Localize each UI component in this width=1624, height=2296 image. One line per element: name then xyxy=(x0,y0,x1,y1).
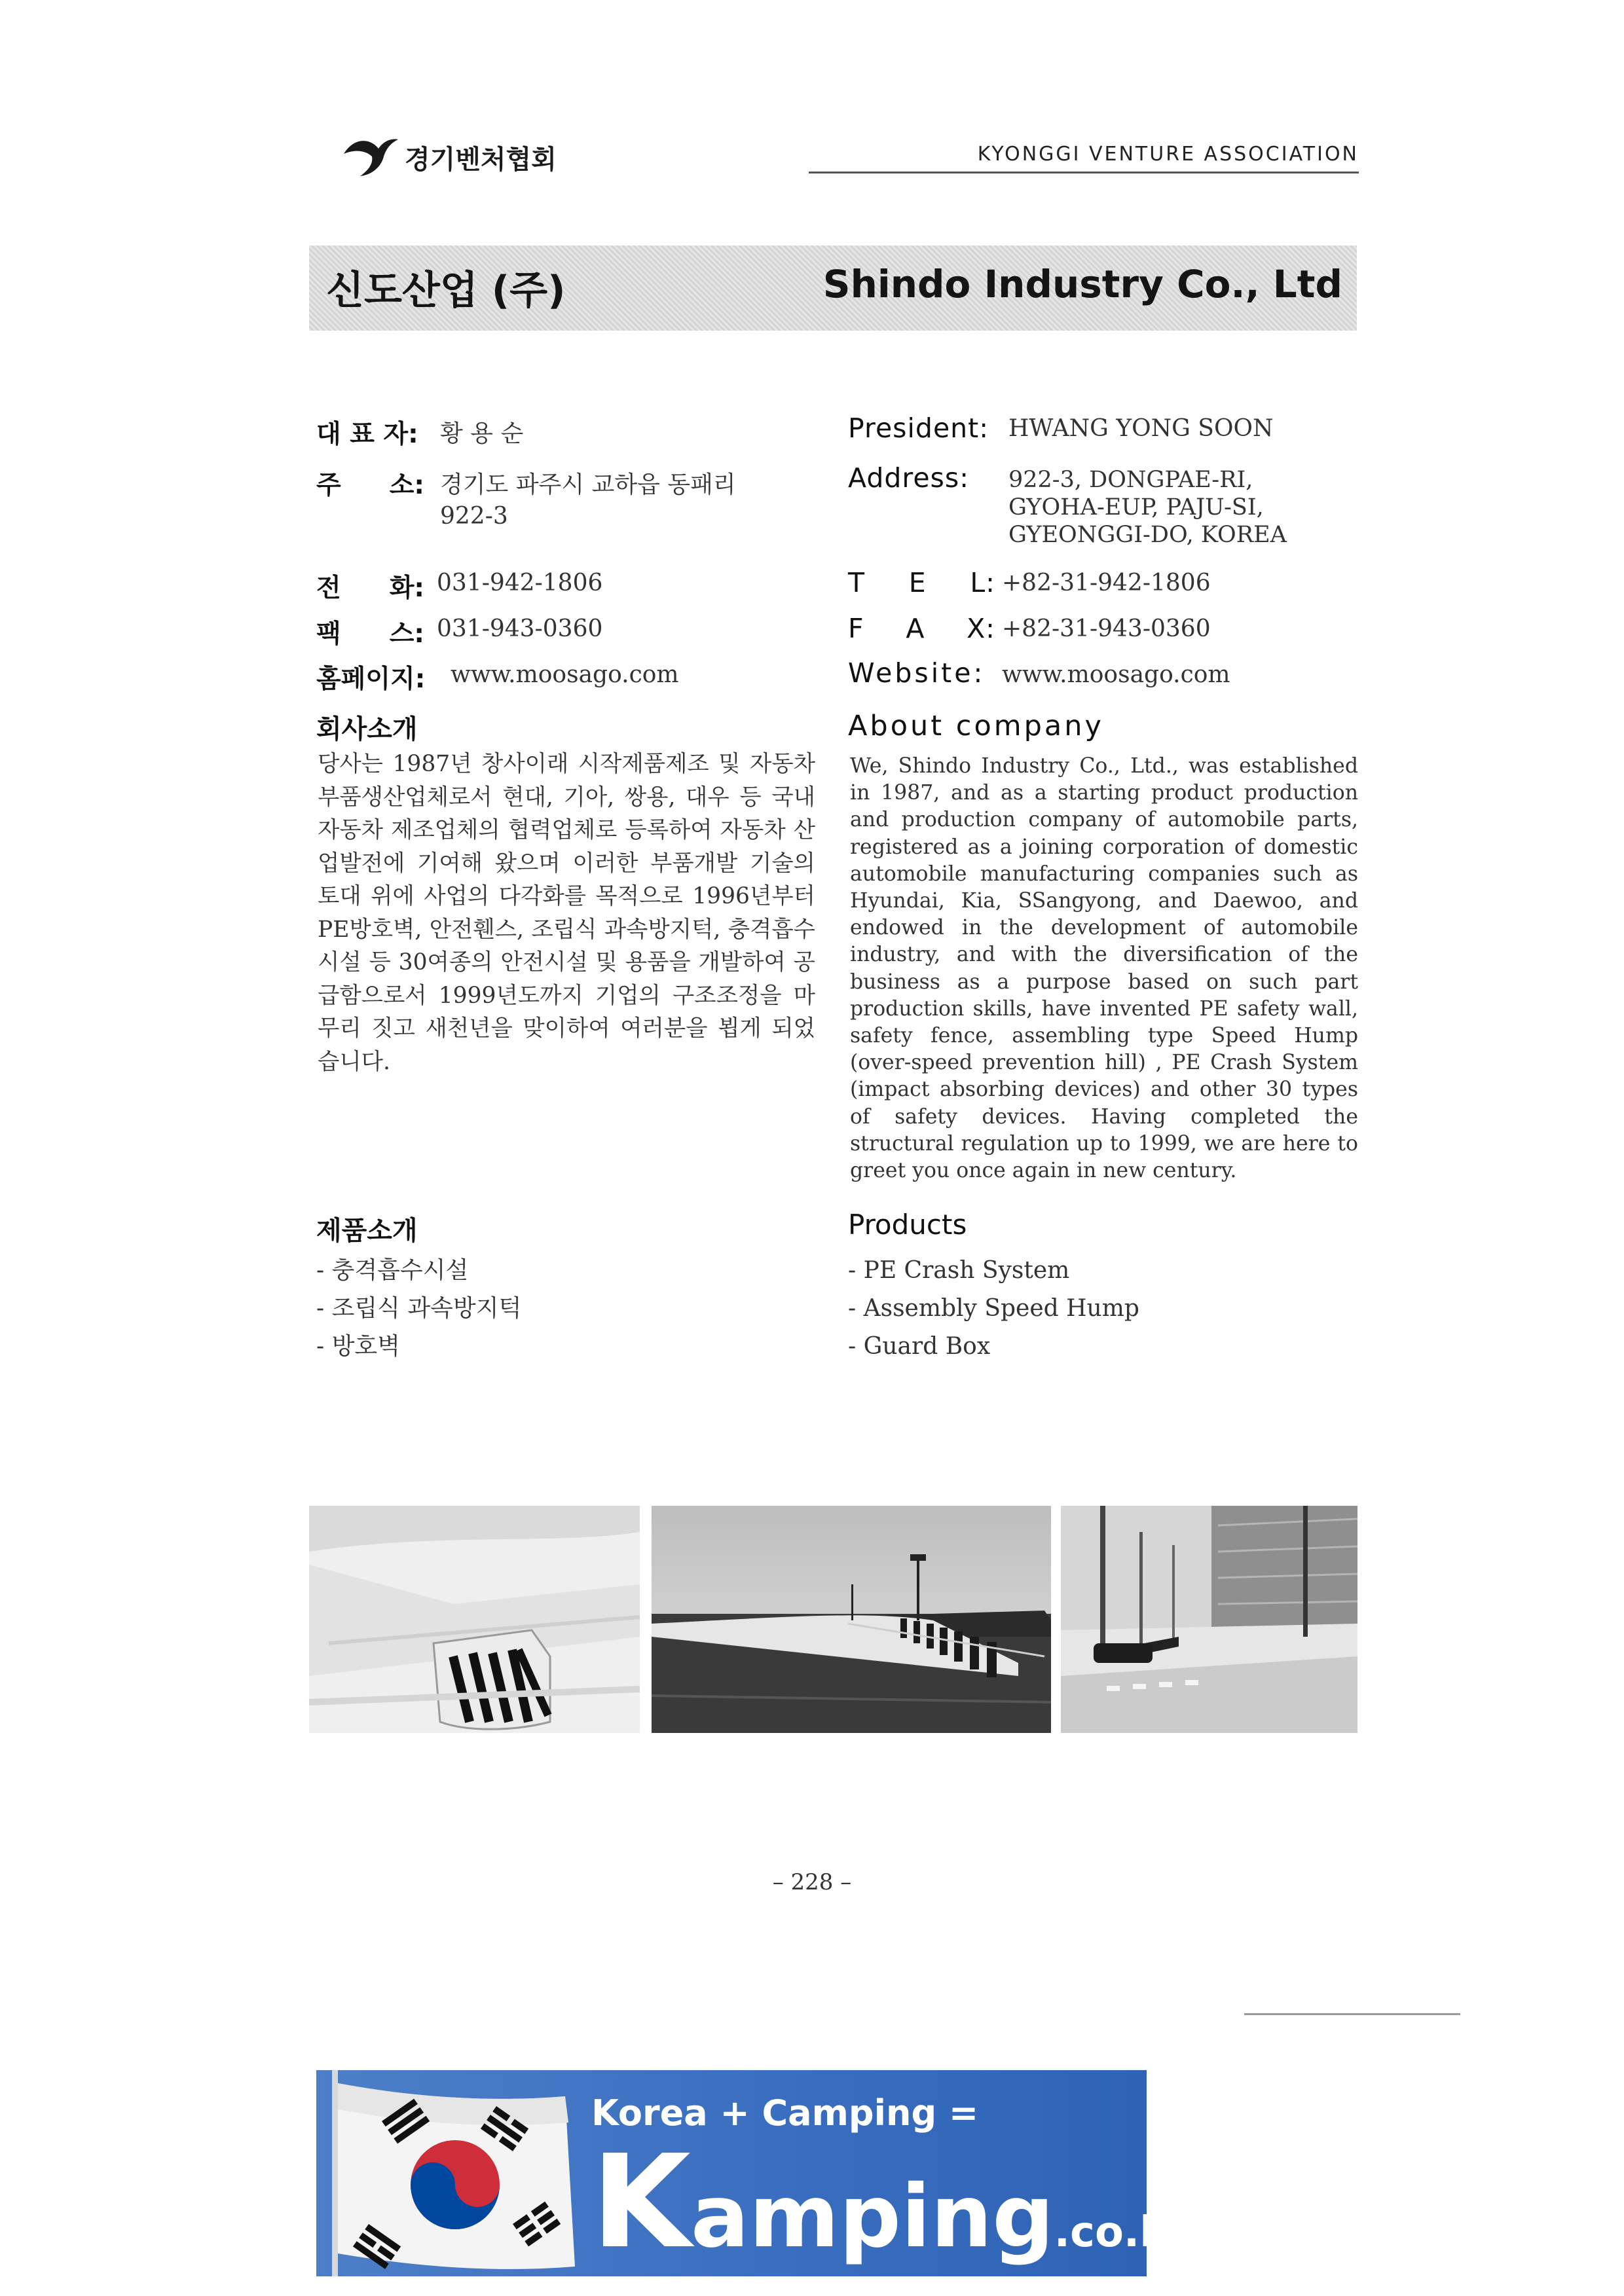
tel-label-ko: 전 화: xyxy=(316,574,424,603)
product-item-en: - Assembly Speed Hump xyxy=(848,1295,1139,1322)
about-heading-ko: 회사소개 xyxy=(316,714,418,744)
products-heading-ko: 제품소개 xyxy=(316,1216,418,1246)
footer-rule xyxy=(1244,2013,1460,2015)
header-rule xyxy=(809,172,1359,173)
photo-crash-cushion xyxy=(309,1506,640,1733)
website-label-en: Website: xyxy=(848,657,986,689)
address-label-en: Address: xyxy=(848,462,970,494)
president-label-en: President: xyxy=(848,412,989,444)
products-list-en xyxy=(848,1252,1139,1366)
kamping-banner[interactable] xyxy=(316,2070,1189,2277)
swallow-logo-icon xyxy=(341,134,399,180)
products-list-ko xyxy=(316,1252,521,1366)
fax-value-ko: 031-943-0360 xyxy=(437,615,603,642)
president-label-ko: 대 표 자: xyxy=(316,420,418,449)
fax-value-en: +82-31-943-0360 xyxy=(1002,615,1211,642)
photo-guard-barrier xyxy=(652,1506,1051,1733)
address-value-en-line2: GYOHA-EUP, PAJU-SI, xyxy=(1008,494,1264,520)
product-item-en: - Guard Box xyxy=(848,1333,991,1360)
fax-label-ko: 팩 스: xyxy=(316,619,424,649)
about-heading-en: About company xyxy=(848,710,1104,742)
company-title-english: Shindo Industry Co., Ltd xyxy=(822,262,1342,306)
address-value-en-line1: 922-3, DONGPAE-RI, xyxy=(1008,467,1253,493)
products-heading-en: Products xyxy=(848,1209,967,1241)
address-value-en-line3: GYEONGGI-DO, KOREA xyxy=(1008,522,1287,548)
website-value-en: www.moosago.com xyxy=(1002,661,1230,688)
korean-flag-icon xyxy=(316,2070,591,2276)
association-name: KYONGGI VENTURE ASSOCIATION xyxy=(977,143,1359,166)
about-text-en: We, Shindo Industry Co., Ltd., was established in 1987, and as a starting product production and production company of automobile parts, registered as a joining corporation of domestic automobile manufacturing companies such as Hyundai, Kia, SSangyong, and Daewoo, and endowed in the development of automobile industry, and with the diversification of the business as a purpose based on such part production skills, have invented PE safety wall, safety fence, assembling type Speed Hump (over-speed prevention hill) , PE Crash System (impact absorbing devices) and other 30 types of safety devices. Having completed the structural regulation up to 1999, we are here to greet you once again in new century. xyxy=(850,754,1358,1183)
website-label-ko: 홈페이지: xyxy=(316,665,426,694)
tel-value-en: +82-31-942-1806 xyxy=(1002,570,1211,596)
about-text-ko: 당사는 1987년 창사이래 시작제품제조 및 자동차 부품생산업체로서 현대, 기아, 쌍용, 대우 등 국내 자동차 제조업체의 협력업체로 등록하여 자동차 산업발전에 기여해 왔으며 이러한 부품개발 기술의 토대 위에 사업의 다각화를 목적으로 1996년부터 PE방호벽, 안전휀스, 조립식 과속방지턱, 충격흡수 시설 등 30여종의 안전시설 및 용품을 개발하여 공급함으로서 1999년도까지 기업의 구조조정을 마무리 짓고 새천년을 맞이하여 여러분을 뵙게 되었습니다. xyxy=(318,751,815,1075)
product-item-ko: - 방호벽 xyxy=(316,1333,400,1360)
address-value-ko-line1: 경기도 파주시 교하읍 동패리 xyxy=(440,471,736,498)
tel-label-en: T E L: xyxy=(848,567,995,598)
company-title-korean: 신도산업 (주) xyxy=(326,268,566,314)
address-value-ko-line2: 922-3 xyxy=(440,503,508,530)
product-item-ko: - 조립식 과속방지턱 xyxy=(316,1295,522,1322)
photo-speed-hump xyxy=(1061,1506,1357,1733)
banner-wordmark: Kamping.co.kr xyxy=(591,2128,1189,2277)
president-value-en: HWANG YONG SOON xyxy=(1008,415,1274,442)
banner-tagline: Korea + Camping = xyxy=(591,2092,979,2134)
tel-value-ko: 031-942-1806 xyxy=(437,570,603,596)
product-item-ko: - 충격흡수시설 xyxy=(316,1257,469,1284)
page-number: – 228 – xyxy=(772,1869,852,1895)
address-label-ko: 주 소: xyxy=(316,471,424,500)
logo-text: 경기벤처협회 xyxy=(405,144,557,175)
president-value-ko: 황 용 순 xyxy=(440,420,524,447)
website-value-ko: www.moosago.com xyxy=(451,661,679,688)
association-logo xyxy=(341,134,557,180)
fax-label-en: F A X: xyxy=(848,613,995,644)
product-item-en: - PE Crash System xyxy=(848,1257,1070,1284)
